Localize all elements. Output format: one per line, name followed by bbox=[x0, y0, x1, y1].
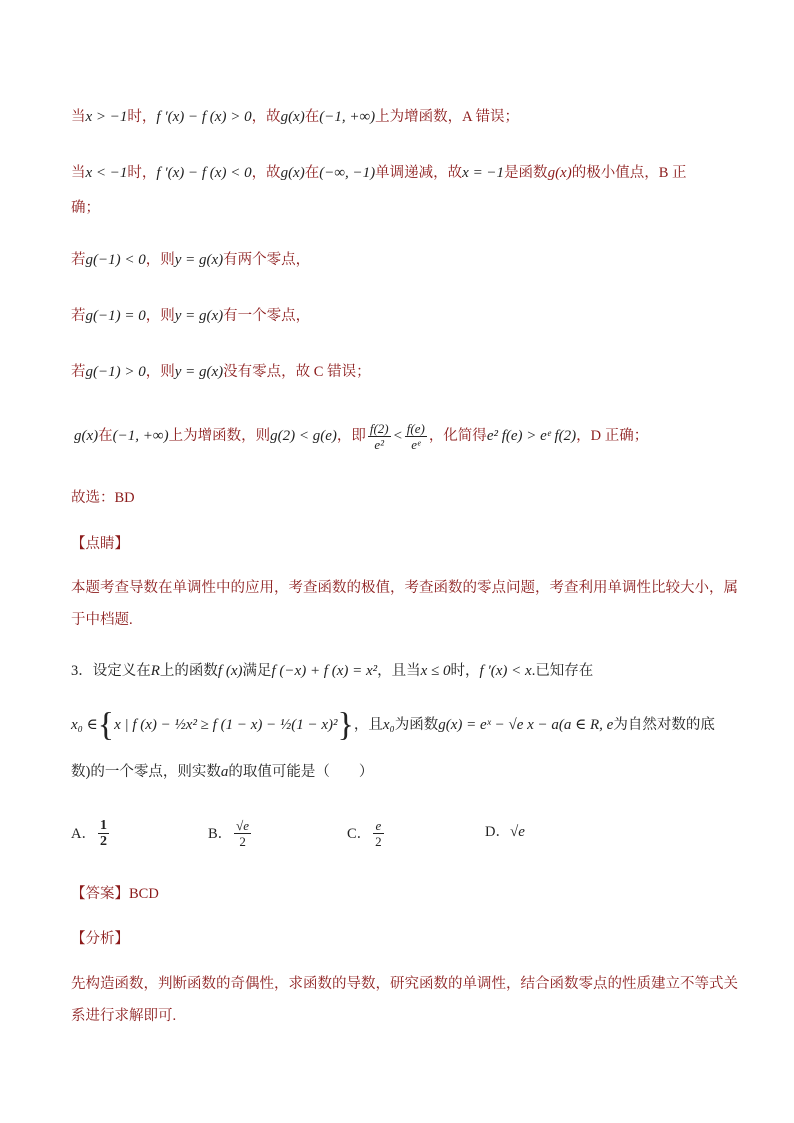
fraction bbox=[368, 421, 391, 452]
text: 单调递减，故 bbox=[375, 165, 463, 181]
text: 故选：BD bbox=[71, 490, 135, 506]
text: 若 bbox=[71, 364, 86, 380]
math: < bbox=[392, 428, 403, 444]
text: 为自然对数的底 bbox=[613, 717, 715, 733]
math: g(−1) > 0 bbox=[85, 364, 146, 380]
text: 时， bbox=[127, 109, 157, 125]
denominator: 2 bbox=[239, 834, 246, 849]
text: 3．设定义在 bbox=[71, 663, 151, 679]
math: g(x) bbox=[74, 428, 99, 444]
note-line-2 bbox=[71, 610, 734, 630]
math: x₀ bbox=[382, 717, 395, 733]
math: g(x) bbox=[280, 165, 305, 181]
option-label: C． bbox=[347, 825, 372, 842]
option-d[interactable] bbox=[485, 822, 525, 842]
math: g(x) = eˣ − √e x − a bbox=[438, 717, 559, 733]
numerator: f(2) bbox=[369, 421, 389, 437]
text: ，且当 bbox=[377, 663, 421, 679]
text: 在 bbox=[98, 428, 113, 444]
text: ，则 bbox=[145, 308, 175, 324]
text: 为函数 bbox=[394, 717, 439, 733]
denominator: e² bbox=[374, 437, 385, 453]
text: 上为增函数，A 错误； bbox=[375, 109, 519, 125]
math: (−1, +∞) bbox=[319, 109, 376, 125]
denominator: eᵉ bbox=[411, 437, 421, 453]
question-3-line-3 bbox=[71, 762, 734, 782]
math: f ′(x) < x bbox=[479, 663, 532, 679]
math: (−1, +∞) bbox=[112, 428, 169, 444]
text: 若 bbox=[71, 308, 86, 324]
question-3-line-2 bbox=[71, 706, 734, 744]
solution-line-3 bbox=[71, 250, 734, 270]
option-label: B． bbox=[208, 825, 233, 842]
analysis-heading bbox=[71, 929, 734, 949]
denominator: 2 bbox=[375, 834, 382, 849]
text: 【答案】BCD bbox=[71, 886, 159, 902]
option-b[interactable] bbox=[208, 818, 253, 849]
math: g(−1) < 0 bbox=[85, 252, 146, 268]
text: ，且 bbox=[353, 717, 383, 733]
text: 没有零点，故 C 错误； bbox=[223, 364, 371, 380]
text: ，则 bbox=[145, 364, 175, 380]
math: f ′(x) − f (x) > 0 bbox=[156, 109, 252, 125]
option-c[interactable] bbox=[347, 818, 386, 849]
brace-close: } bbox=[337, 706, 354, 744]
analysis-line-2 bbox=[71, 1006, 734, 1026]
numerator: 1 bbox=[99, 818, 107, 833]
text: 满足 bbox=[242, 663, 272, 679]
math: (a ∈ R, e bbox=[558, 717, 614, 733]
text: 若 bbox=[71, 252, 86, 268]
option-a[interactable] bbox=[71, 818, 111, 849]
text: 有两个零点， bbox=[223, 252, 311, 268]
math-set: x | f (x) − ½x² ≥ f (1 − x) − ½(1 − x)² bbox=[114, 717, 338, 733]
math: y = g(x) bbox=[174, 308, 224, 324]
math: x < −1 bbox=[85, 165, 128, 181]
solution-line-4 bbox=[71, 306, 734, 326]
text: 时， bbox=[450, 663, 480, 679]
math: y = g(x) bbox=[174, 364, 224, 380]
fraction bbox=[373, 818, 384, 849]
text: ，则 bbox=[145, 252, 175, 268]
solution-line-1 bbox=[71, 107, 734, 127]
text: 于中档题. bbox=[71, 612, 133, 628]
fraction bbox=[405, 421, 427, 452]
text: 时， bbox=[127, 165, 157, 181]
solution-line-5 bbox=[71, 362, 734, 382]
text: ，故 bbox=[251, 109, 281, 125]
answer-pick bbox=[71, 488, 734, 508]
math: y = g(x) bbox=[174, 252, 224, 268]
math: e² f(e) > eᵉ f(2) bbox=[486, 428, 577, 444]
text: 是函数 bbox=[504, 165, 548, 181]
text: 上为增函数，则 bbox=[168, 428, 271, 444]
math: g(x) bbox=[280, 109, 305, 125]
math: x₀ ∈ bbox=[71, 717, 98, 733]
math: x ≤ 0 bbox=[420, 663, 451, 679]
numerator: √e bbox=[236, 818, 250, 833]
math: g(−1) = 0 bbox=[85, 308, 146, 324]
solution-line-2 bbox=[71, 163, 734, 183]
math: g(2) < g(e) bbox=[270, 428, 337, 444]
text: 先构造函数，判断函数的奇偶性，求函数的导数，研究函数的单调性，结合函数零点的性质建立不等式关 bbox=[71, 976, 738, 992]
math: a bbox=[220, 764, 229, 780]
text: 在 bbox=[304, 165, 320, 181]
text: ，D 正确； bbox=[576, 428, 649, 444]
math: (−∞, −1) bbox=[319, 165, 376, 181]
text: 上的函数 bbox=[159, 663, 218, 679]
math: f (x) bbox=[217, 663, 243, 679]
text: 当 bbox=[71, 165, 86, 181]
text: 【分析】 bbox=[71, 931, 129, 947]
text: .已知存在 bbox=[531, 663, 594, 679]
math: x > −1 bbox=[85, 109, 128, 125]
analysis-line-1 bbox=[71, 974, 738, 994]
text: 当 bbox=[71, 109, 86, 125]
text: 的取值可能是（ ） bbox=[228, 764, 374, 780]
text: 本题考查导数在单调性中的应用，考查函数的极值，考查函数的零点问题，考查利用单调性比较大小，属 bbox=[71, 580, 738, 596]
fraction bbox=[234, 818, 251, 849]
math: R bbox=[150, 663, 160, 679]
math: f ′(x) − f (x) < 0 bbox=[156, 165, 252, 181]
text: 数)的一个零点，则实数 bbox=[71, 764, 221, 780]
text: 的极小值点，B 正 bbox=[571, 165, 687, 181]
text: ，化简得 bbox=[428, 428, 487, 444]
fraction bbox=[98, 818, 109, 849]
numerator: e bbox=[373, 818, 384, 834]
text: 系进行求解即可. bbox=[71, 1008, 177, 1024]
text: 在 bbox=[304, 109, 320, 125]
question-3-line-1 bbox=[71, 661, 734, 681]
option-value: √e bbox=[509, 824, 525, 840]
math: f (−x) + f (x) = x² bbox=[271, 663, 378, 679]
text: 【点睛】 bbox=[71, 536, 129, 552]
solution-line-2-cont bbox=[71, 198, 734, 218]
note-line-1 bbox=[71, 578, 738, 598]
text: ，故 bbox=[251, 165, 281, 181]
text: ，即 bbox=[336, 428, 366, 444]
text: 确； bbox=[71, 200, 100, 216]
denominator: 2 bbox=[99, 834, 107, 849]
solution-line-6 bbox=[74, 416, 734, 456]
option-label: D． bbox=[485, 824, 510, 840]
math: g(x) bbox=[547, 165, 572, 181]
brace-open: { bbox=[97, 706, 115, 744]
numerator: f(e) bbox=[406, 421, 425, 437]
text: 有一个零点， bbox=[223, 308, 311, 324]
note-heading bbox=[71, 534, 734, 554]
answer-line bbox=[71, 884, 734, 904]
math: x = −1 bbox=[462, 165, 505, 181]
option-label: A． bbox=[71, 825, 96, 842]
